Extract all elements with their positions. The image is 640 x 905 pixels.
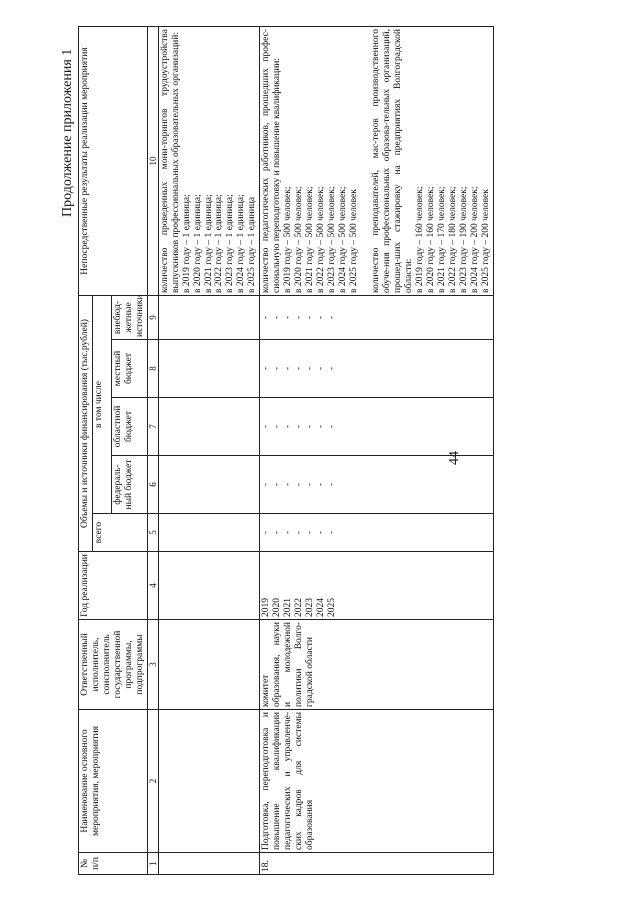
result-line: в 2025 году – 500 человек: [348, 189, 359, 293]
result-line: в 2021 году – 170 человек;: [437, 186, 447, 293]
year-value: 2021: [283, 598, 294, 617]
year-value: 2019: [261, 598, 272, 617]
year-value: 2022: [293, 598, 304, 617]
result-line: в 2024 году – 200 человек;: [469, 186, 480, 293]
result-line: в 2020 году – 1 единица;: [192, 194, 203, 293]
result-cell: [260, 26, 493, 295]
column-number: 8: [147, 340, 158, 398]
column-number: 10: [147, 26, 158, 295]
header-number: № п/п: [79, 853, 148, 875]
table-row-18: [260, 26, 493, 874]
result-line: в 2020 году – 160 человек;: [426, 186, 437, 293]
program-table: [78, 26, 494, 875]
header-total: всего: [92, 514, 147, 552]
continuation-result-cell: [158, 26, 259, 295]
column-number: 6: [147, 456, 158, 514]
header-local: местный бюджет: [111, 340, 147, 398]
year-value: 2025: [326, 598, 337, 617]
local-values: - - - - - - -: [260, 340, 493, 398]
activity-name: Подготовка, переподготовка и повышение квалификации педагогических и управленче-ских кадров для системы образования: [260, 710, 493, 853]
column-numbers-row: [147, 26, 158, 874]
table-row-continuation: [158, 26, 259, 874]
row-number: 18.: [260, 853, 493, 875]
year-value: 2024: [315, 598, 326, 617]
result-line: в 2022 году – 1 единица;: [214, 194, 225, 293]
years-cell: [260, 552, 493, 620]
year-value: 2020: [272, 598, 283, 617]
header-funding: Объемы и источники финансирования (тыс.рублей): [79, 295, 93, 551]
header-regional: областной бюджет: [111, 398, 147, 456]
result-line: в 2020 году – 500 человек;: [293, 186, 304, 293]
result-line: в 2019 году – 500 человек;: [283, 186, 294, 293]
result-line: в 2025 году – 200 человек: [480, 189, 491, 293]
result1-head: количество педагогических работников, прошедших профес-сиональную переподготовку и повышение квалификации:: [261, 28, 283, 293]
column-number: 7: [147, 398, 158, 456]
result-line: в 2023 году – 190 человек;: [458, 186, 469, 293]
result-line: в 2022 году – 500 человек;: [315, 186, 326, 293]
continuation-result-head: количество проведенных мони-торингов трудоустройства выпускников профессиональных образовательных организаций:: [159, 28, 181, 293]
header-extra: внебюд-жетные источники: [111, 295, 147, 339]
page-title: Продолжение приложения 1: [60, 48, 75, 217]
extra-values: - - - - - - -: [260, 295, 493, 339]
column-number: 2: [147, 710, 158, 853]
result-line: в 2024 году – 1 единица;: [236, 194, 247, 293]
federal-values: - - - - - - -: [260, 456, 493, 514]
header-name: Наименование основного мероприятия, мероприятия: [79, 710, 148, 853]
result-line: в 2019 году – 1 единица;: [181, 194, 192, 293]
header-result: Непосредственные результаты реализации мероприятия: [79, 26, 148, 295]
result-line: в 2023 году – 500 человек;: [326, 186, 337, 293]
page-number: 44: [447, 451, 462, 465]
regional-values: - - - - - - -: [260, 398, 493, 456]
column-number: 9: [147, 295, 158, 339]
result2-head: количество преподавателей, мас-теров производственного обуче-ния профессиональных образова-тельных организаций, прошед-ших стажировку на предприятиях Волгоградской области:: [371, 28, 415, 293]
result-line: в 2023 году – 1 единица;: [225, 194, 236, 293]
column-number: 1: [147, 853, 158, 875]
total-values: - - - - - - -: [260, 514, 493, 552]
column-number: 3: [147, 620, 158, 710]
header-year: Год реализации: [79, 552, 148, 620]
column-number: 4: [147, 552, 158, 620]
result-line: в 2021 году – 1 единица;: [203, 194, 214, 293]
result-line: в 2022 году – 180 человек;: [447, 186, 458, 293]
year-value: 2023: [304, 598, 315, 617]
column-number: 5: [147, 514, 158, 552]
header-federal: федераль-ный бюджет: [111, 456, 147, 514]
result-line: в 2025 году – 1 единица: [247, 196, 258, 293]
responsible-executor: комитет образования, науки и молодежной политики Волго-градской области: [260, 620, 493, 710]
header-executor: Ответственный исполнитель, соисполнитель государственной программы, подпрограммы: [79, 620, 148, 710]
result-line: в 2024 году – 500 человек;: [337, 186, 348, 293]
header-including: в том числе: [92, 295, 111, 513]
result-line: в 2021 году – 500 человек;: [304, 186, 315, 293]
result-line: в 2019 году – 160 человек;: [415, 186, 426, 293]
